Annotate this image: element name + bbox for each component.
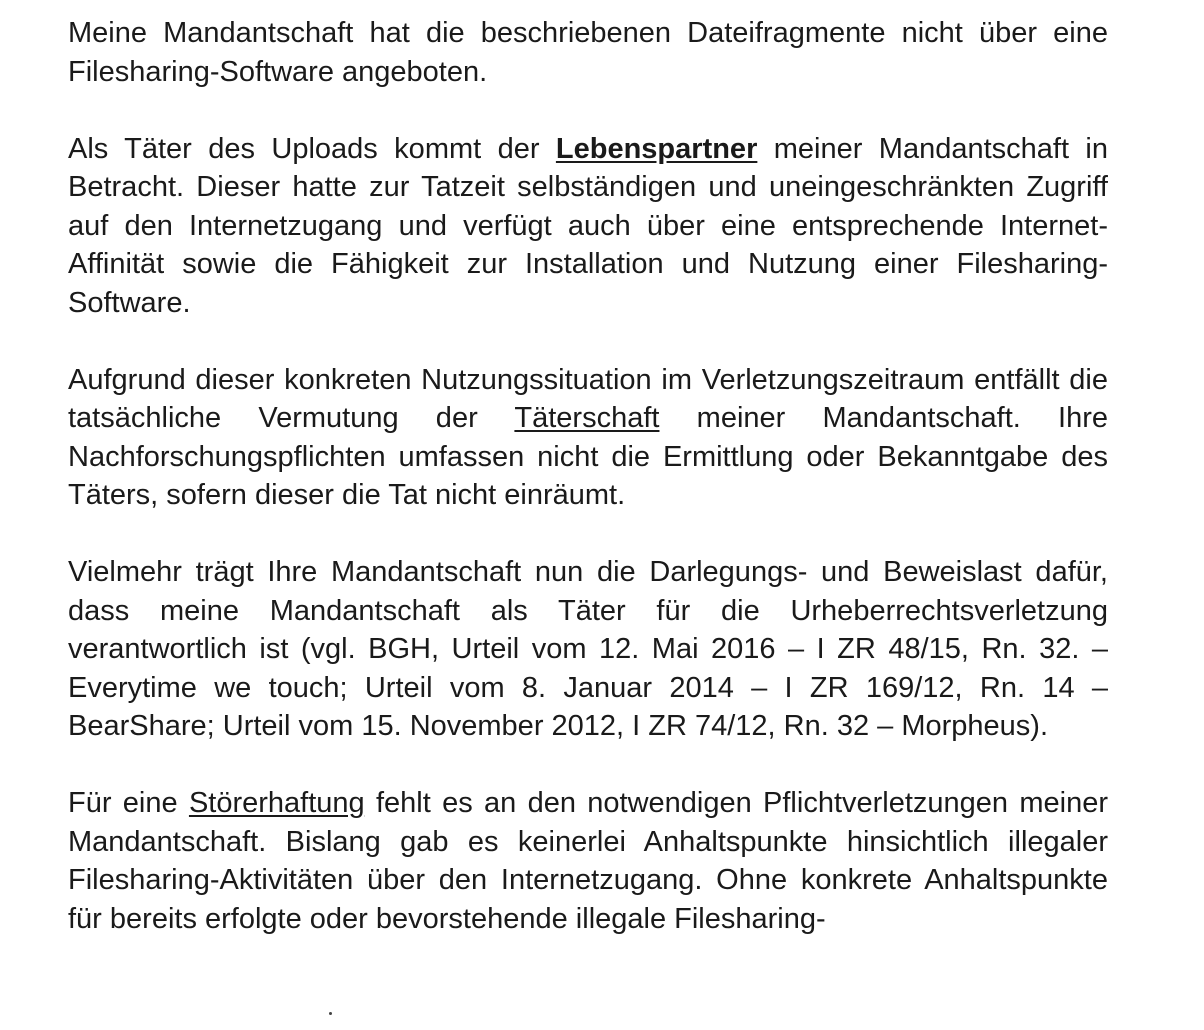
emphasis-taeterschaft: Täterschaft <box>514 402 660 434</box>
document-page <box>68 14 1108 977</box>
paragraph-4 <box>68 553 1108 746</box>
paragraph-3-text-after: meiner Mandantschaft. Ihre Nachforschungspflichten umfassen nicht die Ermittlung oder Bekanntgabe des Täters, sofern dieser die Tat nicht einräumt. <box>68 402 1108 511</box>
paragraph-2-text-after: meiner Mandantschaft in Betracht. Dieser hatte zur Tatzeit selbständigen und uneingeschränkten Zugriff auf den Internetzugang und verfügt auch über eine entsprechende Internet-Affinität sowie die Fähigkeit zur Installation und Nutzung einer Filesharing-Software. <box>68 132 1108 319</box>
paragraph-1-text: Meine Mandantschaft hat die beschriebenen Dateifragmente nicht über eine Filesharing-Software angeboten. <box>68 17 1108 88</box>
paragraph-5-text-before: Für eine <box>68 787 189 819</box>
emphasis-stoererhaftung: Störerhaftung <box>188 787 365 819</box>
paragraph-2-text-before: Als Täter des Uploads kommt der <box>68 132 556 165</box>
scan-speck <box>329 1012 332 1015</box>
paragraph-5-text-after: fehlt es an den notwendigen Pflichtverletzungen meiner Mandantschaft. Bislang gab es keinerlei Anhaltspunkte hinsichtlich illegaler Filesharing-Aktivitäten über den Internetzugang. Ohne konkrete Anhaltspunkte für bereits erfolgte oder bevorstehende illegale Filesharing- <box>68 787 1108 935</box>
paragraph-4-text: Vielmehr trägt Ihre Mandantschaft nun die Darlegungs- und Beweislast dafür, dass meine Mandantschaft als Täter für die Urheberrechtsverletzung verantwortlich ist (vgl. BGH, Urteil vom 12. Mai 2016 – I ZR 48/15, Rn. 32. – Everytime we touch; Urteil vom 8. Januar 2014 – I ZR 169/12, Rn. 14 – BearShare; Urteil vom 15. November 2012, I ZR 74/12, Rn. 32 – Morpheus). <box>68 556 1108 742</box>
paragraph-2 <box>68 130 1108 323</box>
paragraph-1 <box>68 14 1108 91</box>
paragraph-3 <box>68 361 1108 515</box>
emphasis-lebenspartner: Lebenspartner <box>555 132 758 165</box>
paragraph-3-text-before: Aufgrund dieser konkreten Nutzungssituation im Verletzungszeitraum entfällt die tatsächliche Vermutung der <box>68 363 1108 434</box>
paragraph-5 <box>68 784 1108 938</box>
